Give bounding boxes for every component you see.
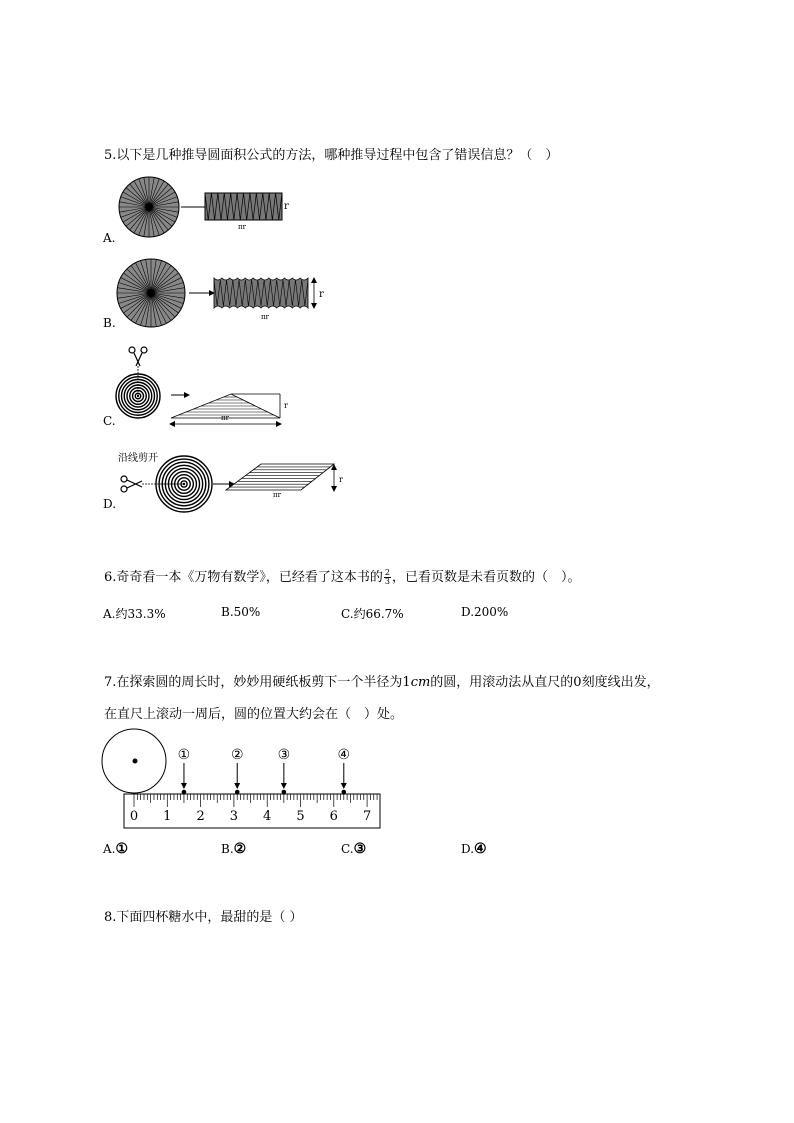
ruler-marker-dot xyxy=(341,790,346,795)
ruler-marker-label: ④ xyxy=(337,747,351,763)
question-7-line2: 在直尺上滚动一周后，圆的位置大约会在（ ）处。 xyxy=(104,707,404,722)
q7-option-c[interactable]: C.③ xyxy=(341,841,367,857)
q5-figure-c xyxy=(116,344,306,434)
question-8-stem: 8.下面四杯糖水中，最甜的是（ ） xyxy=(104,910,303,925)
q6-option-d[interactable]: D.200% xyxy=(461,605,509,619)
ruler-marker-label: ② xyxy=(230,747,244,763)
q5-b-pir-label: πr xyxy=(261,313,269,321)
q5-b-r-label: r xyxy=(319,289,324,300)
ruler-marker-dot xyxy=(235,790,240,795)
q6-option-b[interactable]: B.50% xyxy=(221,605,261,619)
ruler-marker-label: ① xyxy=(177,747,191,763)
ruler-marker-dot xyxy=(182,790,187,795)
q5-figure-b xyxy=(116,257,336,327)
ruler-number: 5 xyxy=(296,809,305,824)
ruler-number: 6 xyxy=(329,809,338,824)
q7-option-b[interactable]: B.② xyxy=(221,841,247,857)
q7-option-d[interactable]: D.④ xyxy=(461,841,487,857)
ruler-number: 1 xyxy=(163,809,172,824)
circle-center-dot xyxy=(133,759,138,764)
fraction-two-thirds: $\frac{2}{3}$ xyxy=(384,568,390,586)
q6-option-a[interactable]: A.约33.3% xyxy=(103,607,166,621)
q5-figure-d xyxy=(116,444,356,514)
q5-option-b-letter[interactable]: B. xyxy=(103,316,116,330)
sector-circle-b xyxy=(117,259,185,327)
sector-circle-a xyxy=(119,177,179,237)
q5-d-r-label: r xyxy=(339,475,343,484)
q5-c-r-label: r xyxy=(284,401,288,410)
q5-a-pir-label: πr xyxy=(238,223,246,231)
q6-option-c[interactable]: C.约66.7% xyxy=(341,607,404,621)
ruler-number: 0 xyxy=(129,809,139,824)
q5-figure-a xyxy=(118,178,308,242)
question-6-stem: 6.奇奇看一本《万物有数学》，已经看了这本书的 $\frac{2}{3}$ ，已看页数是未看页数的（ ）。 xyxy=(104,568,581,586)
question-5-stem: 5.以下是几种推导圆面积公式的方法，哪种推导过程中包含了错误信息？（ ） xyxy=(104,148,559,163)
ruler-number: 7 xyxy=(362,809,372,824)
q7-option-a[interactable]: A.① xyxy=(103,841,129,857)
q5-option-c-letter[interactable]: C. xyxy=(103,414,116,428)
concentric-circle-c xyxy=(116,374,160,418)
q5-option-d-letter[interactable]: D. xyxy=(103,497,117,511)
q5-option-a-letter[interactable]: A. xyxy=(103,231,116,245)
q5-d-pir-label: πr xyxy=(273,491,281,499)
ruler-number: 4 xyxy=(263,809,272,824)
question-7-line1: 7.在探索圆的周长时，妙妙用硬纸板剪下一个半径为1cm的圆，用滚动法从直尺的0刻度线出发， xyxy=(104,675,660,690)
scissors-icon xyxy=(121,476,142,492)
q5-d-cut-label: 沿线剪开 xyxy=(118,453,158,464)
ruler-number: 2 xyxy=(196,809,205,824)
q7-ruler-figure xyxy=(100,728,390,832)
scissors-icon xyxy=(129,347,147,366)
ruler-number: 3 xyxy=(229,809,239,824)
ruler-marker-label: ③ xyxy=(277,747,291,763)
q5-a-r-label: r xyxy=(284,201,289,212)
q5-c-pir-label: πr xyxy=(221,414,229,422)
ruler-marker-dot xyxy=(282,790,287,795)
